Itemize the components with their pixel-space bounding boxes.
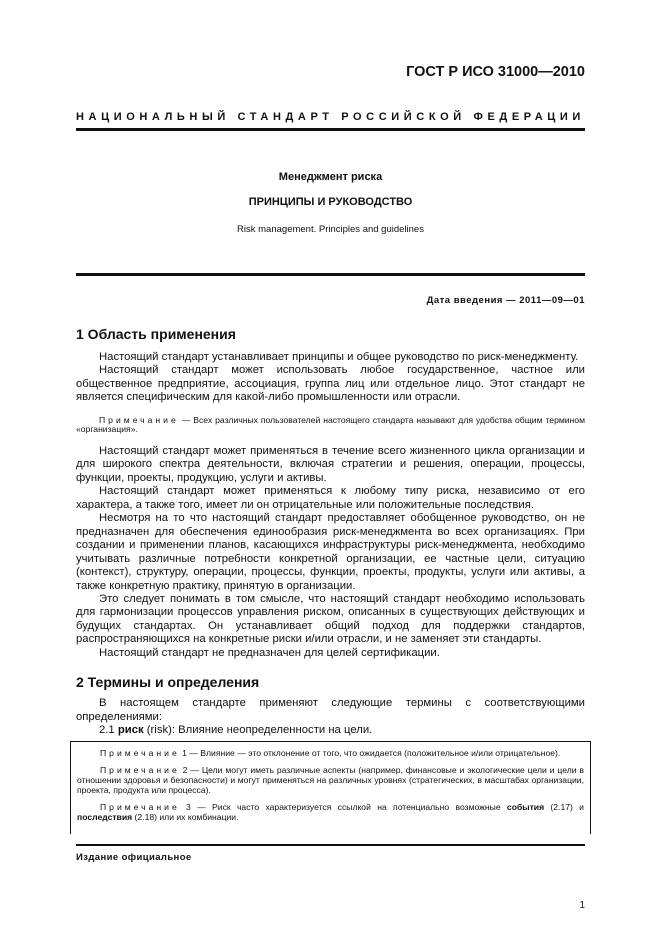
introduction-date: Дата введения — 2011—09—01 — [426, 295, 585, 306]
term: риск — [117, 724, 144, 737]
title-divider — [76, 273, 585, 276]
paragraph: Настоящий стандарт может использовать любое государственное, частное или общественное предприятие, ассоциация, группа лиц или отдельное лицо. Этот стандарт не является специфическим для какой-либо промышленности или отрасли. — [76, 364, 585, 404]
paragraph: Несмотря на то что настоящий стандарт предоставляет обобщенное руководство, он не предназначен для обеспечения единообразия риск-менеджмента во всех организациях. При создании и применении планов, касающихся инфраструктуры риск-менеджмента, необходимо учитывать различные потребности конкретной организации, ее частные цели, ситуацию (контекст), структуру, операции, процессы, функции, проекты, продукты, услуги или активы, а также конкретную практику, принятую в организации. — [76, 512, 585, 592]
term-reference: события — [506, 801, 545, 812]
title-english: Risk management. Principles and guidelines — [237, 224, 424, 235]
note-label: Примечание — [100, 801, 180, 812]
term-reference: последствия — [77, 811, 133, 822]
term-definition-text: (risk): Влияние неопределенности на цели. — [143, 724, 373, 737]
term-number: 2.1 — [99, 724, 118, 737]
note-text: 2 — Цели могут иметь различные аспекты (например, финансовые и экологические цели и цели в отношении здоровья и безопасности) и могут применяться на различных уровнях (стратегических, в масштабах организации, проекта, продукта или процесса). — [77, 764, 584, 795]
paragraph: Настоящий стандарт не предназначен для целей сертификации. — [99, 646, 440, 659]
section-2-body — [76, 697, 585, 737]
notes-box — [70, 741, 591, 834]
note — [77, 748, 584, 758]
header-divider — [76, 128, 585, 131]
term-definition — [76, 724, 585, 737]
note-text: (2.17) и — [544, 801, 584, 812]
note-label: Примечание — [100, 747, 180, 758]
document-number: ГОСТ Р ИСО 31000—2010 — [406, 64, 585, 80]
document-body — [76, 326, 585, 952]
note-text: — Всех различных пользователей настоящего стандарта называют для удобства общим термином «организация». — [76, 414, 585, 435]
section-2-heading: 2 Термины и определения — [76, 674, 260, 691]
paragraph: Настоящий стандарт может применяться в течение всего жизненного цикла организации и для широкого спектра деятельности, включая стратегии и решения, операции, процессы, функции, проекты, продукцию, услуги и активы. — [76, 445, 585, 484]
edition-label: Издание официальное — [76, 851, 192, 863]
note-label: Примечание — [99, 414, 179, 425]
national-standard-banner: НАЦИОНАЛЬНЫЙ СТАНДАРТ РОССИЙСКОЙ ФЕДЕРАЦИИ — [76, 111, 585, 123]
title-line-2: ПРИНЦИПЫ И РУКОВОДСТВО — [248, 196, 413, 208]
section-1-body — [76, 351, 585, 660]
note-text: 1 — Влияние — это отклонение от того, что ожидается (положительное и/или отрицательное). — [179, 747, 561, 758]
paragraph: Это следует понимать в том смысле, что настоящий стандарт необходимо использовать для гармонизации процессов управления риском, описанных в существующих действующих и будущих стандартах. Он устанавливает общий подход для поддержки стандартов, распространяющихся на конкретные риски и/или отрасли, и не заменяет эти стандарты. — [76, 592, 585, 646]
note — [77, 802, 584, 822]
note — [77, 765, 584, 795]
paragraph: Настоящий стандарт устанавливает принципы и общее руководство по риск-менеджменту. — [99, 351, 579, 363]
page-number: 1 — [579, 899, 585, 911]
note-label: Примечание — [100, 764, 180, 775]
paragraph: В настоящем стандарте применяют следующие термины с соответствующими определениями: — [76, 697, 585, 723]
title-line-1: Менеджмент риска — [278, 171, 383, 183]
note-text: 3 — Риск часто характеризуется ссылкой на потенциально возможные — [179, 801, 507, 812]
note-text: (2.18) или их комбинации. — [132, 811, 239, 822]
paragraph: Настоящий стандарт может применяться к любому типу риска, независимо от его характера, а также того, имеет ли он отрицательные или положительные последствия. — [76, 485, 585, 511]
note — [76, 416, 585, 435]
section-1-heading: 1 Область применения — [76, 326, 236, 342]
footer-divider — [76, 844, 585, 846]
